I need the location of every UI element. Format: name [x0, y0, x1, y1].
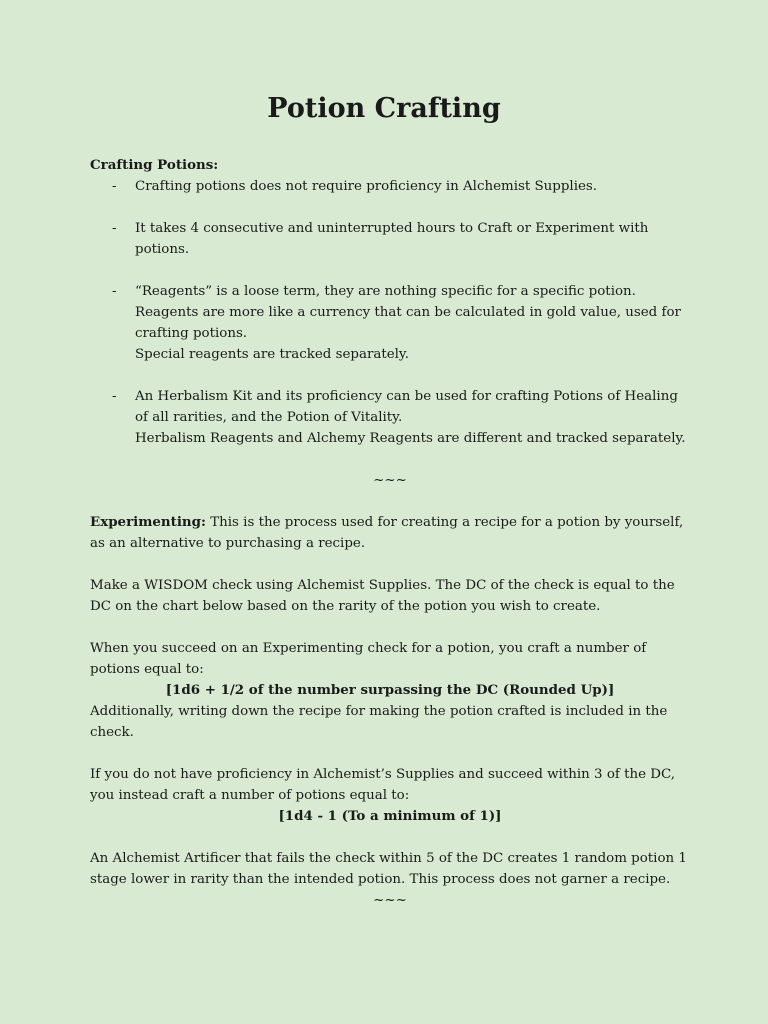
formula-success: [1d6 + 1/2 of the number surpassing the DC (Rounded Up)] [165, 682, 615, 698]
bullet-dash: - [112, 221, 117, 236]
crafting-potions-heading: Crafting Potions: [90, 157, 219, 173]
bullet-dash: - [112, 284, 117, 299]
bullet-text: An Herbalism Kit and its proficiency can be used for crafting Potions of Healing of all rarities, and the Potion of Vitality. [135, 389, 678, 425]
formula-no-proficiency: [1d4 - 1 (To a minimum of 1)] [278, 808, 502, 824]
list-item [90, 218, 690, 260]
list-item [90, 176, 690, 197]
wisdom-paragraph: Make a WISDOM check using Alchemist Supplies. The DC of the check is equal to the DC on the chart below based on the rarity of the potion you wish to create. [90, 578, 675, 614]
document-body [90, 155, 690, 911]
experimenting-intro: This is the process used for creating a recipe for a potion by yourself, as an alternative to purchasing a recipe. [90, 515, 684, 551]
bullet-text: It takes 4 consecutive and uninterrupted hours to Craft or Experiment with potions. [135, 221, 649, 257]
bullet-dash: - [112, 179, 117, 194]
bullet-text: Special reagents are tracked separately. [135, 347, 409, 362]
no-proficiency-paragraph: If you do not have proficiency in Alchemist’s Supplies and succeed within 3 of the DC, you instead craft a number of potions equal to: [90, 767, 676, 803]
section-separator-end: ~~~ [373, 893, 407, 908]
section-separator: ~~~ [373, 473, 407, 488]
artificer-paragraph: An Alchemist Artificer that fails the check within 5 of the DC creates 1 random potion 1 stage lower in rarity than the intended potion. This process does not garner a recipe. [90, 851, 687, 887]
page-title: Potion Crafting [267, 93, 501, 124]
bullet-text: “Reagents” is a loose term, they are nothing specific for a specific potion. Reagents are more like a currency that can be calculated in gold value, used for crafting potions. [135, 284, 681, 341]
additionally-paragraph: Additionally, writing down the recipe for making the potion crafted is included in the check. [90, 704, 668, 740]
success-paragraph: When you succeed on an Experimenting check for a potion, you craft a number of potions equal to: [90, 641, 647, 677]
bullet-dash: - [112, 389, 117, 404]
bullet-text: Herbalism Reagents and Alchemy Reagents are different and tracked separately. [135, 431, 686, 446]
list-item [90, 281, 690, 365]
experimenting-heading: Experimenting: [90, 514, 206, 530]
experimenting-paragraph [90, 512, 690, 554]
bullet-text: Crafting potions does not require proficiency in Alchemist Supplies. [135, 179, 598, 194]
list-item [90, 386, 690, 449]
